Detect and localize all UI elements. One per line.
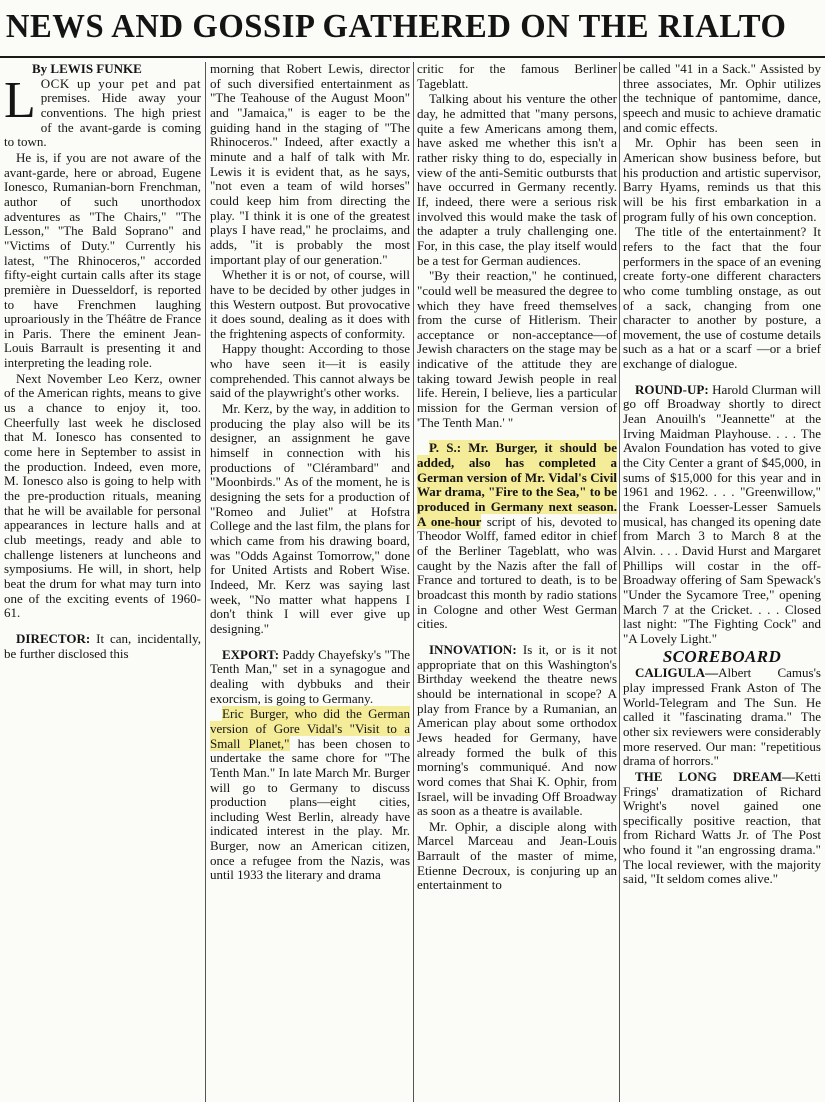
drop-cap: L — [4, 71, 36, 129]
article-paragraph: Talking about his venture the other day, he admitted that "many persons, quite a few Americans among them, have asked me whether this isn't a rather risky thing to do, especially in view of the anti-Semitic outbursts that have occurred in Germany recently. If, indeed, there were a serious risk involved this would make the task of the adapter a truly challenging one. For, in this case, the play itself would be a test for German audiences. — [417, 91, 617, 268]
article-paragraph: He is, if you are not aware of the avant-garde, here or abroad, Eugene Ionesco, Rumanian-born Frenchman, author of such unorthodox adventures as "The Chairs," "The Lesson," "The Bald Soprano" and "Victims of Duty." Currently his latest, "The Rhinoceros," accorded fifty-eight curtain calls after its stage première in Duesseldorf, is reported to have Frenchmen laughing uproariously in the Théâtre de France in Paris. There the eminent Jean-Louis Barrault is presenting it and interpreting the leading role. — [4, 149, 201, 371]
headline-rule — [0, 56, 825, 58]
column-divider — [619, 62, 620, 1102]
article-paragraph: The title of the entertainment? It refers to the fact that the four performers in the space of an evening create forty-one different characters who come tumbling onstage, as out of a sack, changing from one character to another by posture, a movement, the use of costume details such as a hat or a scarf —or a brief exchange of dialogue. — [623, 224, 821, 372]
scoreboard-heading: SCOREBOARD — [662, 646, 782, 666]
article-paragraph: "By their reaction," he continued, "could well be measured the degree to which they have freed themselves from the curse of Hitlerism. Their acceptance or non-acceptance—of Jewish characters on the stage may be indicative of the attitude they are taking toward Jewish people in real life. Herein, I believe, lies a particular mission for the German version of 'The Tenth Man.' " — [417, 268, 617, 430]
article-paragraph: Mr. Ophir, a disciple along with Marcel Marceau and Jean-Louis Barrault of the master of mime, Etienne Decroux, is conjuring up an entertainment to — [417, 818, 617, 893]
article-paragraph: Whether it is or not, of course, will have to be decided by other judges in this Western outpost. But provocative it does sound, dealing as it does with the frightening aspects of conformity. — [210, 267, 410, 341]
column-4 — [623, 62, 821, 1102]
section-text: Albert Camus's play impressed Frank Aston of The World-Telegram and The Sun. He called it "fascinating drama." The other six reviewers were considerably more reserved. Our man: "repetitious drama of horrors." — [623, 665, 821, 769]
article-paragraph: Mr. Kerz, by the way, in addition to producing the play also will be its designer, an assignment he gave himself in connection with his productions of "Clérambard" and "Moonbirds." As of the moment, he is designing the sets for a production of "Romeo and Juliet" at Hofstra College and the last film, the plans for which came from his drawing board, was "Odds Against Tomorrow," done for United Artists and Robert Wise. Indeed, Mr. Kerz was saying last week, "No matter what happens I don't think I will ever give up designing." — [210, 401, 410, 636]
section-text: Is it, or is it not appropriate that on this Washington's Birthday weekend the theatre news should be international in scope? A play from France by a Rumanian, an American play about some orthodox Jews headed for Germany, have already formed the bulk of this morning's communiqué. And now word comes that Shai K. Ophir, from Israel, will be invading Off Broadway as soon as a theatre is available. — [417, 641, 617, 819]
article-paragraph: Next November Leo Kerz, owner of the American rights, means to give us a chance to enjoy it, too. Cheerfully last week he disclosed that M. Ionesco has consented to come here in September to assist in the production. Indeed, even more, M. Ionesco also is going to help with the pre-production rituals, meaning that he will be available for personal appearances in lecture halls and at club meetings, ready and able to challenge listeners at luncheons and symposiums. He will, in short, help beat the drum for what may turn into one of the exciting events of 1960-61. — [4, 370, 201, 621]
column-divider — [205, 62, 206, 1102]
section-innovation — [417, 643, 617, 819]
section-roundup — [623, 383, 821, 647]
section-label: ROUND-UP: — [635, 381, 709, 397]
section-text: Ketti Frings' dramatization of Richard Wright's novel gained one specifically positive reaction, that from Richard Watts Jr. of The Post who found it "an engrossing drama." The local reviewer, with the majority said, "It seldom comes alive." — [623, 768, 821, 887]
section-export — [210, 648, 410, 707]
section-label: THE LONG DREAM— — [635, 768, 795, 784]
lead-text: premises. Hide away your conventions. The high priest of the avant-garde is coming to town. — [4, 90, 201, 150]
article-paragraph — [210, 707, 410, 883]
section-text: Harold Clurman will go off Broadway shortly to direct Jean Anouilh's "Jeannette" at the Irving Maidman Playhouse. . . . The Avalon Foundation has voted to give the City Center a grant of $45,000, in sums of $15,000 for this year and in 1961 and 1962. . . . "Greenwillow," the Frank Loesser-Lesser Samuels musical, has changed its opening date from March 3 to March 8 at the Alvin. . . . David Hurst and Margaret Phillips will costar in the off-Broadway offering of Sam Spewack's "Under the Sycamore Tree," opening March 7 at the Cricket. . . . Closed last night: "The Fighting Cock" and "A Lovely Light." — [623, 381, 821, 646]
section-ps — [417, 441, 617, 632]
section-director — [4, 632, 201, 661]
highlighted-text: P. S.: Mr. Burger, it should be added, also has completed a German version of Mr. Vidal's Civil War drama, "Fire to the Sea," to be produced in Germany next season. A one-hour — [417, 440, 617, 529]
column-divider — [413, 62, 414, 1102]
section-text: It can, incidentally, be further disclosed this — [4, 630, 201, 661]
article-text: script of his, devoted to Theodor Wolff, famed editor in chief of the Berliner Tageblatt, who was caught by the Nazis after the fall of France and tortured to death, is to be broadcast this month by radio stations in Cologne and other West German cities. — [417, 513, 617, 632]
article-paragraph: be called "41 in a Sack." Assisted by three associates, Mr. Ophir utilizes the technique of pantomime, dance, speech and music to achieve dramatic and comic effects. — [623, 62, 821, 135]
lead-caps: OCK up your pet and pat — [40, 75, 201, 91]
review-caligula — [623, 666, 821, 769]
highlighted-text: Eric Burger, who did the German version of Gore Vidal's "Visit to a Small Planet," — [210, 706, 410, 751]
section-text: Paddy Chayefsky's "The Tenth Man," set in a synagogue and dealing with dybbuks and their exorcism, is going to Germany. — [210, 646, 410, 706]
lead-paragraph — [4, 71, 201, 150]
section-label: CALIGULA— — [635, 665, 719, 681]
article-text: has been chosen to undertake the same chore for "The Tenth Man." In late March Mr. Burger will go to Germany to discuss production plans—eight cities, including West Berlin, already have indicated interest in the play. Mr. Burger, now an American citizen, once a refugee from the Nazis, was until 1933 the literary and drama — [210, 735, 410, 883]
column-2 — [210, 62, 410, 1102]
page-headline: NEWS AND GOSSIP GATHERED ON THE RIALTO — [5, 8, 787, 45]
article-paragraph: morning that Robert Lewis, director of such diversified entertainment as "The Teahouse of the August Moon" and "Jamaica," is eager to be the guiding hand in the staging of "The Rhinoceros." Indeed, after exactly a minute and a half of talk with Mr. Lewis it is evident that, as he says, "not even a team of wild horses" could keep him from directing the play. "I think it is one of the greatest plays I have read," he proclaims, and adds, "it is probably the most important play of our generation." — [210, 62, 410, 267]
section-label: EXPORT: — [222, 646, 280, 662]
column-3 — [417, 62, 617, 1102]
article-paragraph: critic for the famous Berliner Tageblatt. — [417, 62, 617, 91]
review-long-dream — [623, 770, 821, 887]
section-label: DIRECTOR: — [16, 630, 91, 646]
article-paragraph: Happy thought: According to those who have seen it—it is easily comprehended. This cannot always be said of the playwright's other works. — [210, 341, 410, 401]
section-label: INNOVATION: — [429, 641, 517, 657]
column-1 — [4, 62, 201, 1102]
article-paragraph: Mr. Ophir has been seen in American show business before, but his production and artistic supervisor, Barry Hyams, reminds us that this will be his first embarkation in a program fully of his own conception. — [623, 135, 821, 224]
byline: By LEWIS FUNKE — [32, 62, 142, 76]
